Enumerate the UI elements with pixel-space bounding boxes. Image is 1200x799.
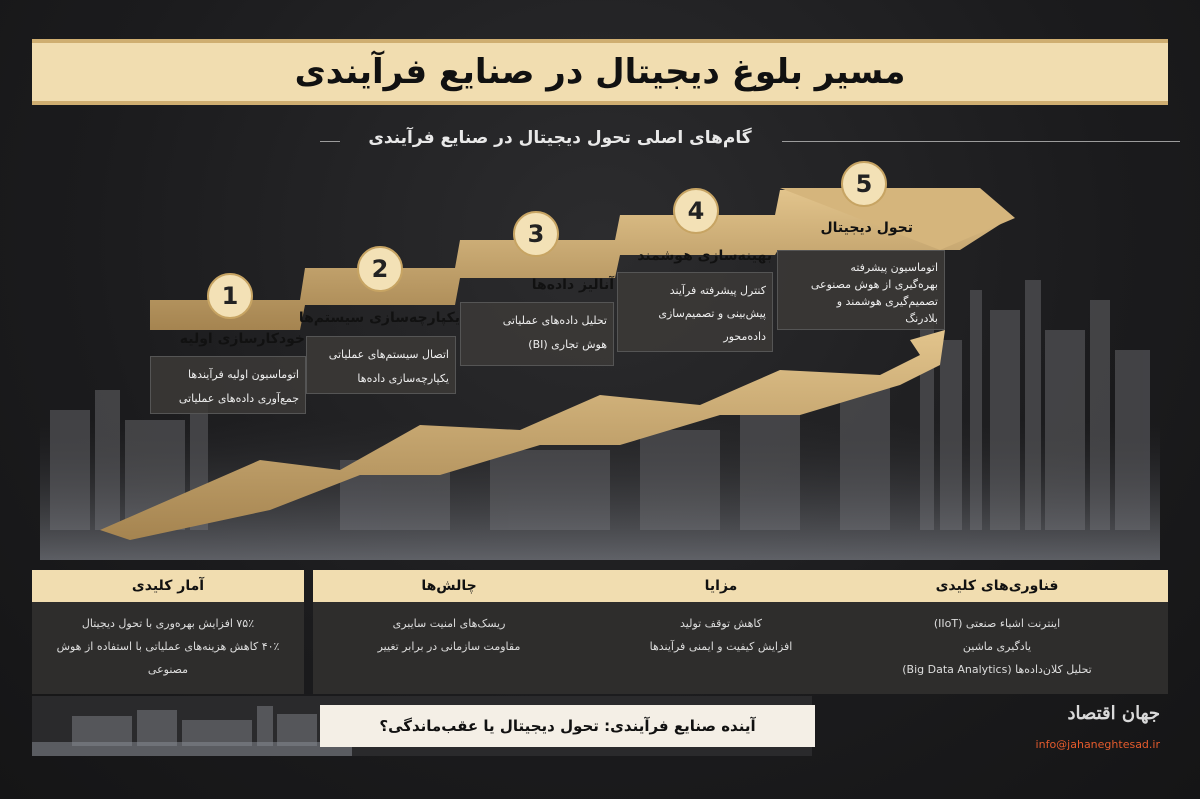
stats-header: آمار کلیدی [32, 570, 304, 602]
brand-logo: جهان اقتصاد [1067, 703, 1160, 724]
challenges-header: چالش‌ها [313, 570, 585, 602]
step-5-item: تصمیم‌گیری هوشمند و [836, 295, 938, 308]
challenges-body [313, 602, 585, 668]
stats-item: ۷۵٪ افزایش بهره‌وری با تحول دیجیتال [81, 617, 255, 630]
step-3-number: 3 [513, 211, 559, 257]
subtitle-row [320, 128, 1180, 156]
technologies-body [826, 602, 1168, 691]
step-5-details [777, 250, 945, 330]
step-5-number: 5 [841, 161, 887, 207]
step-3-item: هوش تجاری (BI) [528, 338, 607, 351]
technologies-item: یادگیری ماشین [962, 640, 1032, 653]
step-4-number: 4 [673, 188, 719, 234]
technologies-header: فناوری‌های کلیدی [826, 570, 1168, 602]
benefits-item: افزایش کیفیت و ایمنی فرآیندها [649, 640, 793, 653]
step-2-details [306, 336, 456, 394]
challenges-item: ریسک‌های امنیت سایبری [392, 617, 506, 630]
step-1-title: خودکارسازی اولیه [179, 331, 305, 347]
step-2-item: اتصال سیستم‌های عملیاتی [328, 348, 449, 361]
title-bar [32, 39, 1168, 105]
step-2-item: یکپارچه‌سازی داده‌ها [357, 372, 449, 385]
step-4-item: پیش‌بینی و تصمیم‌سازی [658, 307, 766, 320]
stats-item: ۴۰٪ کاهش هزینه‌های عملیاتی با استفاده از هوش مصنوعی [56, 640, 280, 676]
step-3-details [460, 302, 614, 366]
stats-body [32, 602, 304, 691]
contact-email[interactable]: info@jahaneghtesad.ir [1035, 738, 1160, 751]
step-3-title: آنالیز داده‌ها [531, 277, 614, 293]
technologies-column [826, 570, 1168, 694]
closing-banner: آینده صنایع فرآیندی: تحول دیجیتال یا عقب‌ماندگی؟ [320, 705, 815, 747]
page-subtitle: گام‌های اصلی تحول دیجیتال در صنایع فرآیندی [368, 128, 752, 148]
step-4-title: بهینه‌سازی هوشمند [637, 248, 772, 264]
step-2-number: 2 [357, 246, 403, 292]
step-1-details [150, 356, 306, 414]
benefits-item: کاهش توقف تولید [680, 617, 762, 630]
step-5-item: بلادرنگ [905, 312, 938, 325]
step-1-item: جمع‌آوری داده‌های عملیاتی [178, 392, 299, 405]
subtitle-right-rule [782, 141, 1180, 142]
challenges-item: مقاومت سازمانی در برابر تغییر [377, 640, 521, 653]
step-1-item: اتوماسیون اولیه فرآیندها [188, 368, 299, 381]
step-1-number: 1 [207, 273, 253, 319]
step-3-item: تحلیل داده‌های عملیاتی [502, 314, 607, 327]
technologies-item: تحلیل کلان‌داده‌ها (Big Data Analytics) [902, 663, 1092, 676]
benefits-header: مزایا [585, 570, 857, 602]
step-4-details [617, 272, 773, 352]
page-title: مسیر بلوغ دیجیتال در صنایع فرآیندی [294, 52, 906, 92]
benefits-column [585, 570, 857, 694]
subtitle-left-rule [320, 141, 340, 142]
technologies-item: اینترنت اشیاء صنعتی (IIoT) [933, 617, 1061, 630]
info-columns [32, 570, 1168, 700]
challenges-column [313, 570, 585, 694]
step-5-title: تحول دیجیتال [820, 220, 913, 236]
step-2-title: یکپارچه‌سازی سیستم‌ها [298, 310, 460, 326]
benefits-body [585, 602, 857, 668]
step-5-item: بهره‌گیری از هوش مصنوعی [810, 278, 938, 291]
step-4-item: داده‌محور [723, 330, 766, 343]
step-5-item: اتوماسیون پیشرفته [850, 261, 938, 274]
stats-column [32, 570, 304, 694]
step-4-item: کنترل پیشرفته فرآیند [669, 284, 766, 297]
